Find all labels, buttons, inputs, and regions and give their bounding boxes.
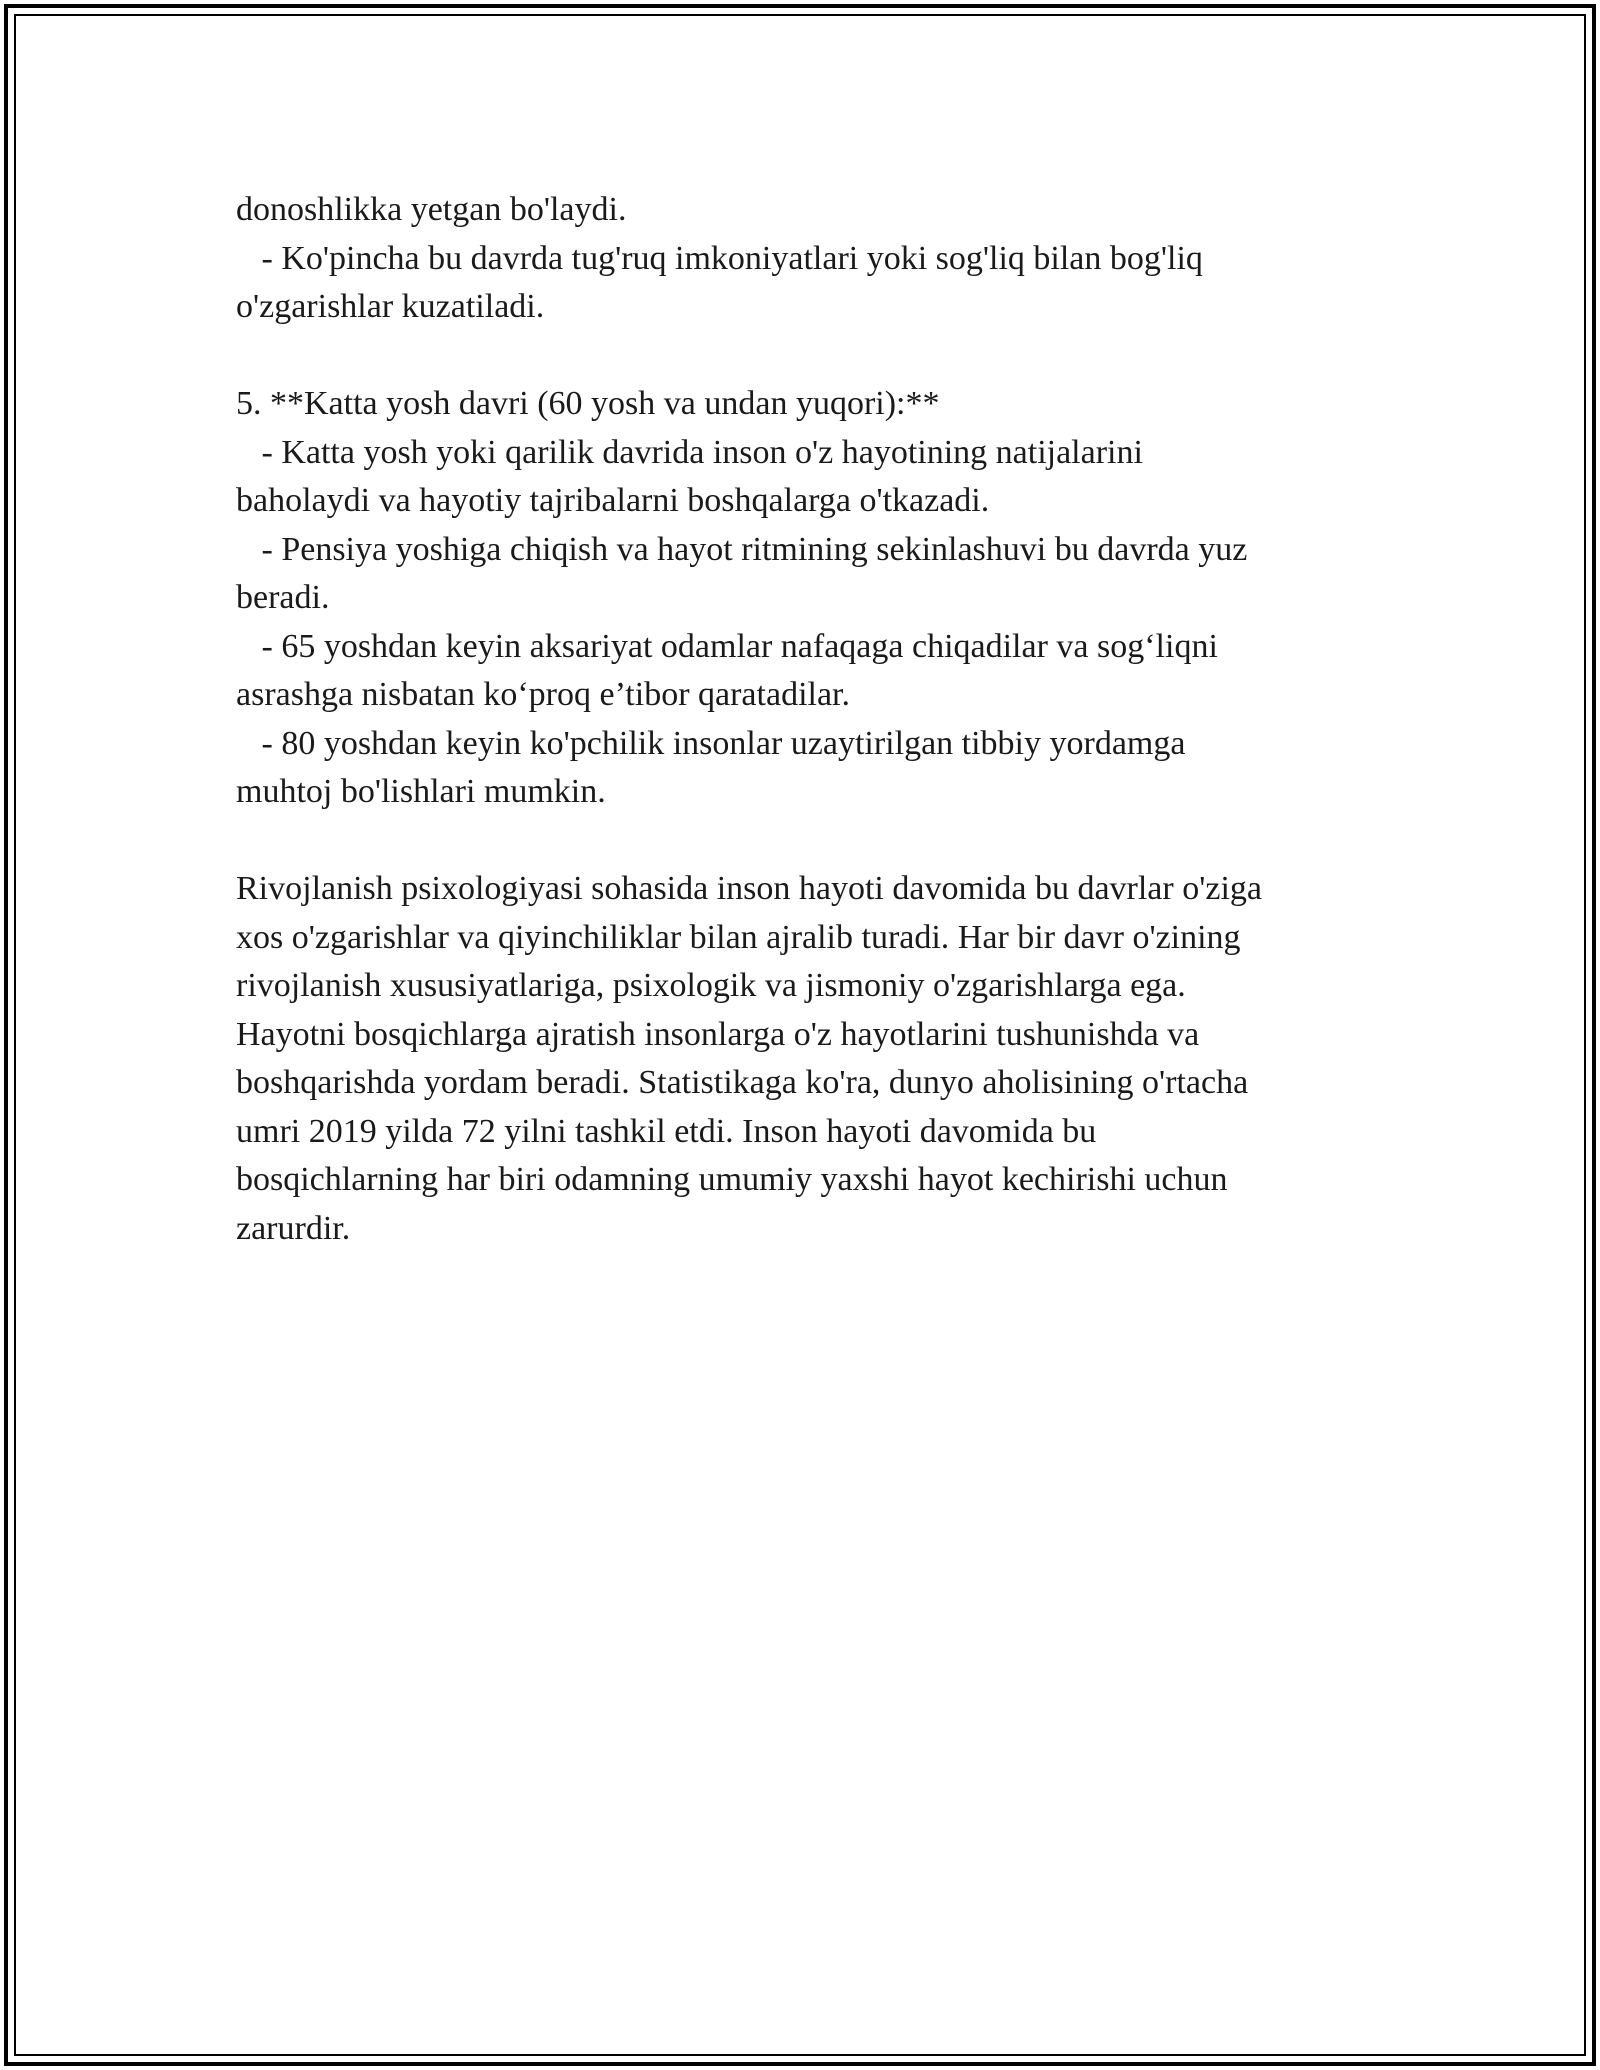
paragraph-line: boshqarishda yordam beradi. Statistikaga ko'ra, dunyo aholisining o'rtacha (236, 1064, 1249, 1101)
blank-line (236, 332, 1376, 381)
list-item-line: - Pensiya yoshiga chiqish va hayot ritmining sekinlashuvi bu davrda yuz (236, 530, 1248, 568)
paragraph-line: umri 2019 yilda 72 yilni tashkil etdi. Inson hayoti davomida bu (236, 1112, 1097, 1150)
document-body (236, 186, 1376, 1253)
paragraph-line: beradi. (236, 579, 330, 616)
list-item-line: - 80 yoshdan keyin ko'pchilik insonlar uzaytirilgan tibbiy yordamga (236, 724, 1186, 762)
paragraph-line: rivojlanish xususiyatlariga, psixologik va jismoniy o'zgarishlarga ega. (236, 967, 1186, 1004)
paragraph-line: bosqichlarning har biri odamning umumiy yaxshi hayot kechirishi uchun (236, 1161, 1228, 1198)
paragraph-line: muhtoj bo'lishlari mumkin. (236, 773, 606, 810)
list-item-line: - Katta yosh yoki qarilik davrida inson o'z hayotining natijalarini (236, 433, 1143, 471)
paragraph-line: xos o'zgarishlar va qiyinchiliklar bilan ajralib turadi. Har bir davr o'zining (236, 918, 1241, 956)
section-heading: 5. **Katta yosh davri (60 yosh va undan yuqori):** (236, 385, 940, 422)
paragraph-line: Rivojlanish psixologiyasi sohasida inson hayoti davomida bu davrlar o'ziga (236, 870, 1262, 907)
blank-line (236, 817, 1376, 866)
paragraph-line: baholaydi va hayotiy tajribalarni boshqalarga o'tkazadi. (236, 482, 990, 519)
paragraph-line: asrashga nisbatan ko‘proq e’tibor qaratadilar. (236, 676, 850, 713)
paragraph-line: zarurdir. (236, 1209, 351, 1247)
list-item-line: - Ko'pincha bu davrda tug'ruq imkoniyatlari yoki sog'liq bilan bog'liq (236, 239, 1203, 277)
paragraph-line: donoshlikka yetgan bo'laydi. (236, 191, 627, 228)
list-item-line: - 65 yoshdan keyin aksariyat odamlar nafaqaga chiqadilar va sog‘liqni (236, 627, 1218, 665)
paragraph-line: o'zgarishlar kuzatiladi. (236, 288, 545, 325)
paragraph-line: Hayotni bosqichlarga ajratish insonlarga o'z hayotlarini tushunishda va (236, 1015, 1200, 1053)
